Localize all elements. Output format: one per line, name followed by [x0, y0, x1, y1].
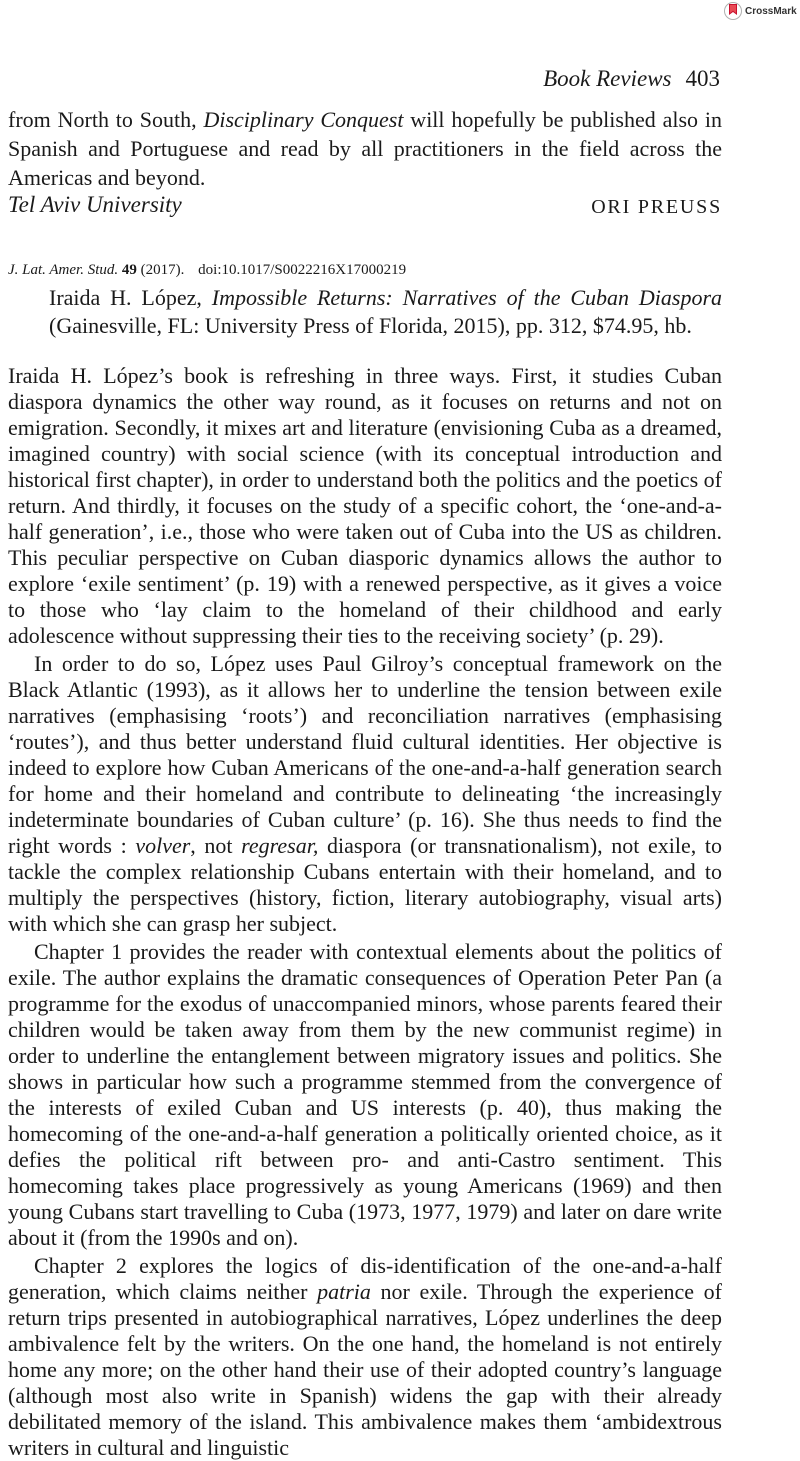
crossmark-label: CrossMark [745, 5, 797, 17]
previous-review-text: from North to South, [8, 107, 204, 132]
previous-review-book-title: Disciplinary Conquest [203, 107, 404, 132]
reviewer-name: ORI PREUSS [591, 196, 722, 218]
book-details: (Gainesville, FL: University Press of Florida, 2015), pp. 312, $74.95, hb. [49, 313, 692, 338]
journal-abbrev: J. Lat. Amer. Stud. [8, 262, 119, 278]
previous-review-text-end: will hopefully be published also in Spanish and Portuguese and read by all practitioners in the field across the Americas and beyond. [8, 107, 722, 190]
paragraph-2-text-mid: , not [190, 833, 242, 858]
crossmark-icon [724, 1, 742, 21]
review-citation [8, 262, 406, 279]
term-patria: patria [317, 1279, 371, 1304]
reviewer-signature [8, 192, 722, 222]
journal-volume: 49 [121, 262, 137, 278]
doi-link[interactable]: doi:10.1017/S0022216X17000219 [198, 262, 407, 278]
term-volver: volver [135, 833, 191, 858]
page-number: 403 [685, 66, 720, 91]
book-author: Iraida H. López, [49, 285, 202, 310]
paragraph-4-text-end: nor exile. Through the experience of return trips presented in autobiographical narratives, López underlines the deep ambivalence felt by the writers. On the one hand, the homeland is not entirely home any more; on the other hand their use of their adopted country’s language (although most also write in Spanish) widens the gap with their already debilitated memory of the island. This ambivalence makes them ‘ambidextrous writers in cultural and linguistic [8, 1279, 722, 1460]
review-paragraph-4 [8, 1253, 722, 1461]
crossmark-badge[interactable] [724, 0, 800, 22]
paragraph-2-text: In order to do so, López uses Paul Gilroy’s conceptual framework on the Black Atlantic (1993), as it allows her to underline the tension between exile narratives (emphasising ‘roots’) and reconciliation narratives (emphasising ‘routes’), and thus better understand fluid cultural identities. Her objective is indeed to explore how Cuban Americans of the one-and-a-half generation search for home and their homeland and contribute to delineating ‘the increasingly indeterminate boundaries of Cuban culture’ (p. 16). She thus needs to find the right words : [8, 651, 722, 858]
journal-year: (2017). [140, 262, 185, 278]
reviewer-affiliation: Tel Aviv University [8, 192, 182, 217]
paragraph-4-text: Chapter 2 explores the logics of dis-identification of the one-and-a-half generation, which claims neither [8, 1253, 722, 1304]
book-title: Impossible Returns: Narratives of the Cuban Diaspora [211, 285, 722, 310]
paragraph-2-text-end: diaspora (or transnationalism), not exile, to tackle the complex relationship Cubans entertain with their homeland, and to multiply the perspectives (history, fiction, literary autobiography, visual arts) with which she can grasp her subject. [8, 833, 722, 936]
review-paragraph-2 [8, 651, 722, 937]
running-head [543, 66, 720, 92]
running-head-title: Book Reviews [543, 66, 672, 91]
previous-review-ending [8, 105, 722, 192]
term-regresar: regresar, [241, 833, 319, 858]
review-paragraph-1: Iraida H. López’s book is refreshing in three ways. First, it studies Cuban diaspora dynamics the other way round, as it focuses on returns and not on emigration. Secondly, it mixes art and literature (envisioning Cuba as a dreamed, imagined country) with social science (with its conceptual introduction and historical first chapter), in order to understand both the politics and the poetics of return. And thirdly, it focuses on the study of a specific cohort, the ‘one-and-a-half generation’, i.e., those who were taken out of Cuba into the US as children. This peculiar perspective on Cuban diasporic dynamics allows the author to explore ‘exile sentiment’ (p. 19) with a renewed perspective, as it gives a voice to those who ‘lay claim to the homeland of their childhood and early adolescence without suppressing their ties to the receiving society’ (p. 29). [8, 363, 722, 648]
book-reference [49, 284, 722, 340]
review-body [8, 363, 722, 1461]
review-paragraph-3: Chapter 1 provides the reader with contextual elements about the politics of exile. The author explains the dramatic consequences of Operation Peter Pan (a programme for the exodus of unaccompanied minors, whose parents feared their children would be taken away from them by the new communist regime) in order to underline the entanglement between migratory issues and politics. She shows in particular how such a programme stemmed from the convergence of the interests of exiled Cuban and US interests (p. 40), thus making the homecoming of the one-and-a-half generation a politically oriented choice, as it defies the political rift between pro- and anti-Castro sentiment. This homecoming takes place progressively as young Americans (1969) and then young Cubans start travelling to Cuba (1973, 1977, 1979) and later on dare write about it (from the 1990s and on). [8, 939, 722, 1250]
